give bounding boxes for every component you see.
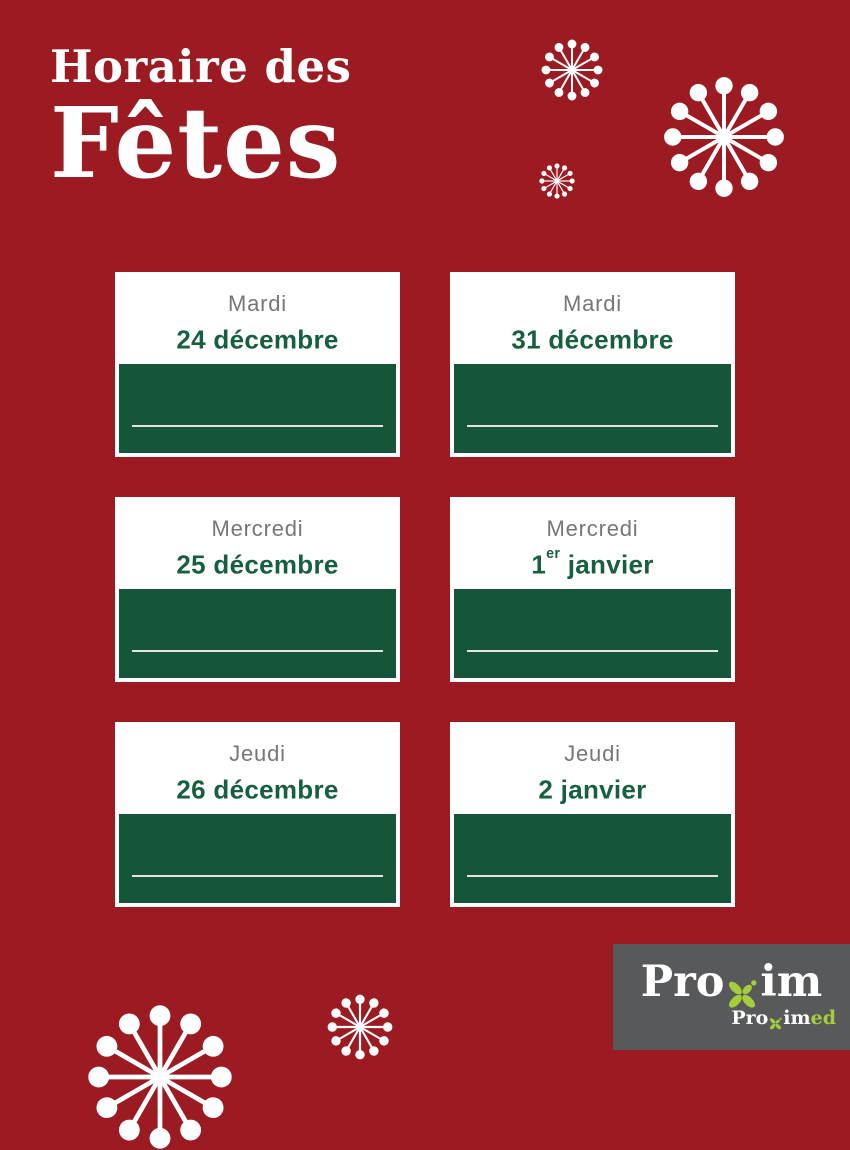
card-hours-area <box>119 364 396 453</box>
card-date-main: 31 décembre <box>511 324 674 355</box>
hours-blank-line <box>132 650 383 652</box>
poster-title <box>50 38 352 200</box>
schedule-card-jan2 <box>450 722 735 907</box>
card-date-main: 1 <box>531 549 547 580</box>
card-date-label <box>115 544 400 582</box>
hours-blank-line <box>132 425 383 427</box>
hours-blank-line <box>467 425 718 427</box>
schedule-card-dec25 <box>115 497 400 682</box>
proxim-logo-box <box>613 944 850 1050</box>
schedule-grid <box>115 272 735 907</box>
card-date-label <box>450 319 735 357</box>
card-day-label: Mardi <box>227 291 287 316</box>
card-date-main: 2 janvier <box>538 774 647 805</box>
poster-title-line2: Fêtes <box>50 86 342 200</box>
poster-title-line1: Horaire des <box>50 40 352 93</box>
card-day-label: Mercredi <box>546 516 639 541</box>
card-date-label <box>450 769 735 807</box>
snowflake-icon <box>87 1004 233 1150</box>
schedule-card-dec24 <box>115 272 400 457</box>
snowflake-icon <box>541 39 603 101</box>
card-day-label: Jeudi <box>229 741 286 766</box>
proximed-logo <box>613 1007 850 1029</box>
card-hours-area <box>119 814 396 903</box>
schedule-card-dec26 <box>115 722 400 907</box>
card-date-label <box>115 319 400 357</box>
card-date-main: 26 décembre <box>176 774 339 805</box>
card-day-label: Mercredi <box>211 516 304 541</box>
card-hours-area <box>119 589 396 678</box>
schedule-card-dec31 <box>450 272 735 457</box>
proximed-logo-text-pre: Pro <box>731 1007 769 1029</box>
card-date-label <box>450 544 735 582</box>
snowflake-icon <box>327 994 393 1060</box>
card-date-rest: janvier <box>560 549 654 580</box>
proxim-petal-x-icon <box>767 1015 784 1032</box>
card-hours-area <box>454 589 731 678</box>
hours-blank-line <box>467 875 718 877</box>
card-date-label <box>115 769 400 807</box>
snowflake-icon <box>663 76 785 198</box>
schedule-card-jan1 <box>450 497 735 682</box>
proxim-logo <box>613 957 850 1007</box>
hours-blank-line <box>132 875 383 877</box>
card-hours-area <box>454 814 731 903</box>
card-hours-area <box>454 364 731 453</box>
proxim-logo-text-pre: Pro <box>640 957 725 1007</box>
proximed-logo-text-suffix: ed <box>810 1007 836 1029</box>
card-day-label: Jeudi <box>564 741 621 766</box>
snowflake-icon <box>539 163 575 199</box>
hours-blank-line <box>467 650 718 652</box>
card-day-label: Mardi <box>562 291 622 316</box>
card-date-superscript: er <box>546 545 561 562</box>
proximed-logo-text-mid: im <box>783 1007 811 1029</box>
card-date-main: 25 décembre <box>176 549 339 580</box>
card-date-main: 24 décembre <box>176 324 339 355</box>
proxim-logo-text-post: im <box>760 957 823 1007</box>
